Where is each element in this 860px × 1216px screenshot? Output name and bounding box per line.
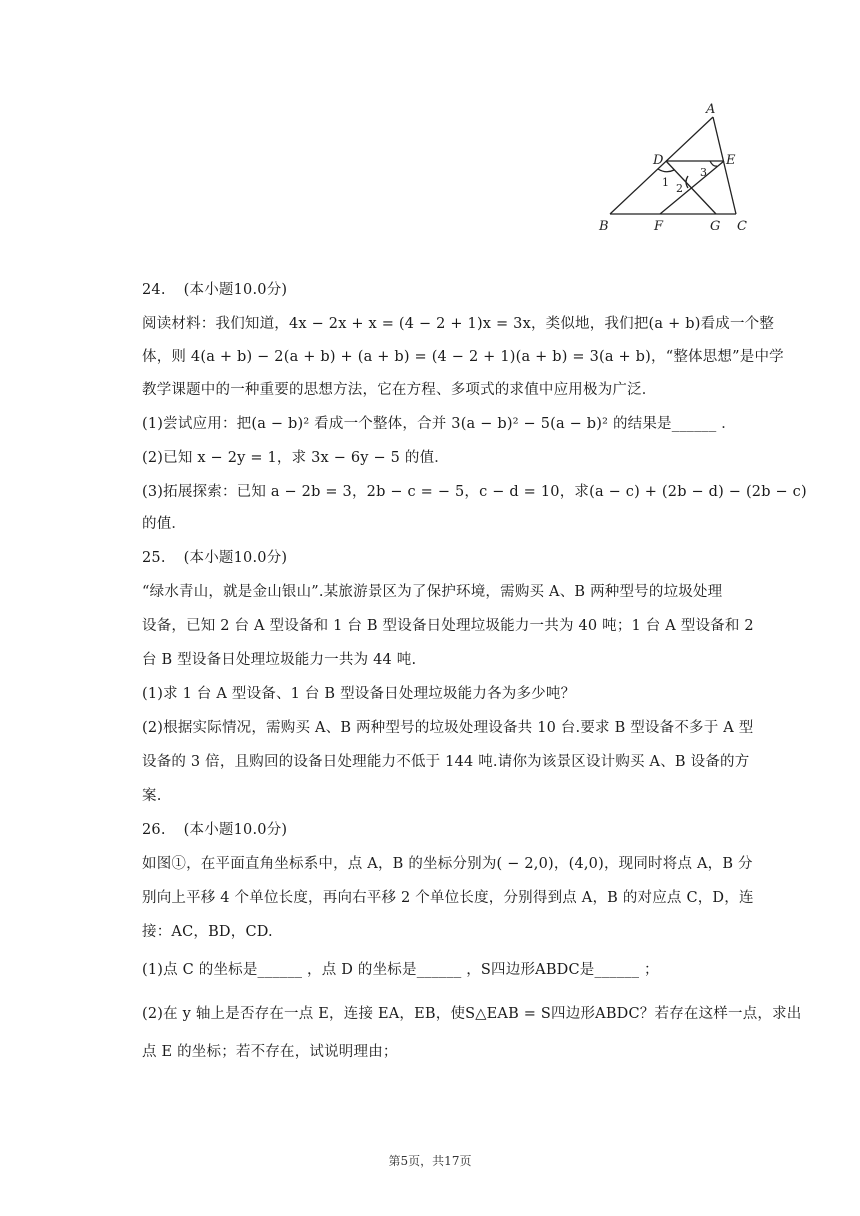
q24-line-5: (2)已知 x − 2y = 1，求 3x − 6y − 5 的值． [142, 450, 450, 466]
q24-line-6: (3)拓展探索：已知 a − 2b = 3，2b − c = − 5，c − d = 10，求(a − c) + (2b − d) − (2b − c) [142, 484, 807, 500]
q24-points: (本小题10.0分) [183, 282, 288, 298]
q24-line-3: 教学课题中的一种重要的思想方法，它在方程、多项式的求值中应用极为广泛． [142, 382, 657, 398]
label-angle-3: 3 [700, 166, 707, 179]
label-angle-1: 1 [662, 176, 669, 189]
label-G: G [710, 219, 721, 234]
q24-line-2: 体，则 4(a + b) − 2(a + b) + (a + b) = (4 − 2 + 1)(a + b) = 3(a + b)，“整体思想”是中学 [142, 349, 784, 365]
q26-line-1: 如图①，在平面直角坐标系中，点 A，B 的坐标分别为( − 2,0)，(4,0)，现同时将点 A，B 分 [142, 856, 753, 872]
label-C: C [737, 219, 747, 234]
q25-line-1: “绿水青山，就是金山银山”.某旅游景区为了保护环境，需购买 A、B 两种型号的垃圾处理 [142, 584, 723, 600]
geometry-figure [596, 100, 786, 240]
q25-line-4: (1)求 1 台 A 型设备、1 台 B 型设备日处理垃圾能力各为多少吨？ [142, 686, 576, 702]
segment-EF [660, 161, 724, 214]
label-angle-2: 2 [676, 182, 683, 195]
angle-3-arc [710, 161, 717, 166]
q24-line-1: 阅读材料：我们知道，4x − 2x + x = (4 − 2 + 1)x = 3x，类似地，我们把(a + b)看成一个整 [142, 316, 775, 332]
q24-line-7: 的值． [142, 516, 187, 532]
q24-line-4: (1)尝试应用：把(a − b)² 看成一个整体，合并 3(a − b)² − 5(a − b)² 的结果是______ ． [142, 416, 736, 432]
q26-points: (本小题10.0分) [183, 822, 288, 838]
q25-number: 25. [142, 550, 166, 566]
q26-line-4: (1)点 C 的坐标是______ ，点 D 的坐标是______ ，S四边形ABDC是______ ； [142, 962, 659, 978]
q25-header [142, 546, 287, 567]
page-footer: 第5页，共17页 [388, 1154, 472, 1168]
q26-line-3: 接：AC，BD，CD. [142, 924, 273, 940]
q25-line-3: 台 B 型设备日处理垃圾能力一共为 44 吨. [142, 652, 417, 668]
q26-line-6: 点 E 的坐标；若不存在，试说明理由； [142, 1044, 398, 1060]
q26-header [142, 818, 287, 839]
label-F: F [654, 219, 664, 234]
q26-line-2: 别向上平移 4 个单位长度，再向右平移 2 个单位长度，分别得到点 A，B 的对应点 C，D，连 [142, 890, 754, 906]
q26-number: 26. [142, 822, 166, 838]
q25-points: (本小题10.0分) [183, 550, 288, 566]
label-A: A [706, 102, 716, 117]
angle-2-arc [686, 176, 688, 188]
q25-line-6: 设备的 3 倍，且购回的设备日处理能力不低于 144 吨.请你为该景区设计购买 A、B 设备的方 [142, 754, 750, 770]
angle-1-arc [658, 169, 674, 172]
label-E: E [726, 153, 736, 168]
q24-header [142, 278, 287, 299]
label-B: B [599, 219, 609, 234]
label-D: D [653, 153, 664, 168]
q24-number: 24. [142, 282, 166, 298]
q26-line-5: (2)在 y 轴上是否存在一点 E，连接 EA，EB，使S△EAB = S四边形ABDC？若存在这样一点，求出 [142, 1006, 802, 1022]
q25-line-5: (2)根据实际情况，需购买 A、B 两种型号的垃圾处理设备共 10 台.要求 B 型设备不多于 A 型 [142, 720, 754, 736]
q25-line-2: 设备，已知 2 台 A 型设备和 1 台 B 型设备日处理垃圾能力一共为 40 吨；1 台 A 型设备和 2 [142, 618, 754, 634]
q25-line-7: 案. [142, 788, 162, 804]
